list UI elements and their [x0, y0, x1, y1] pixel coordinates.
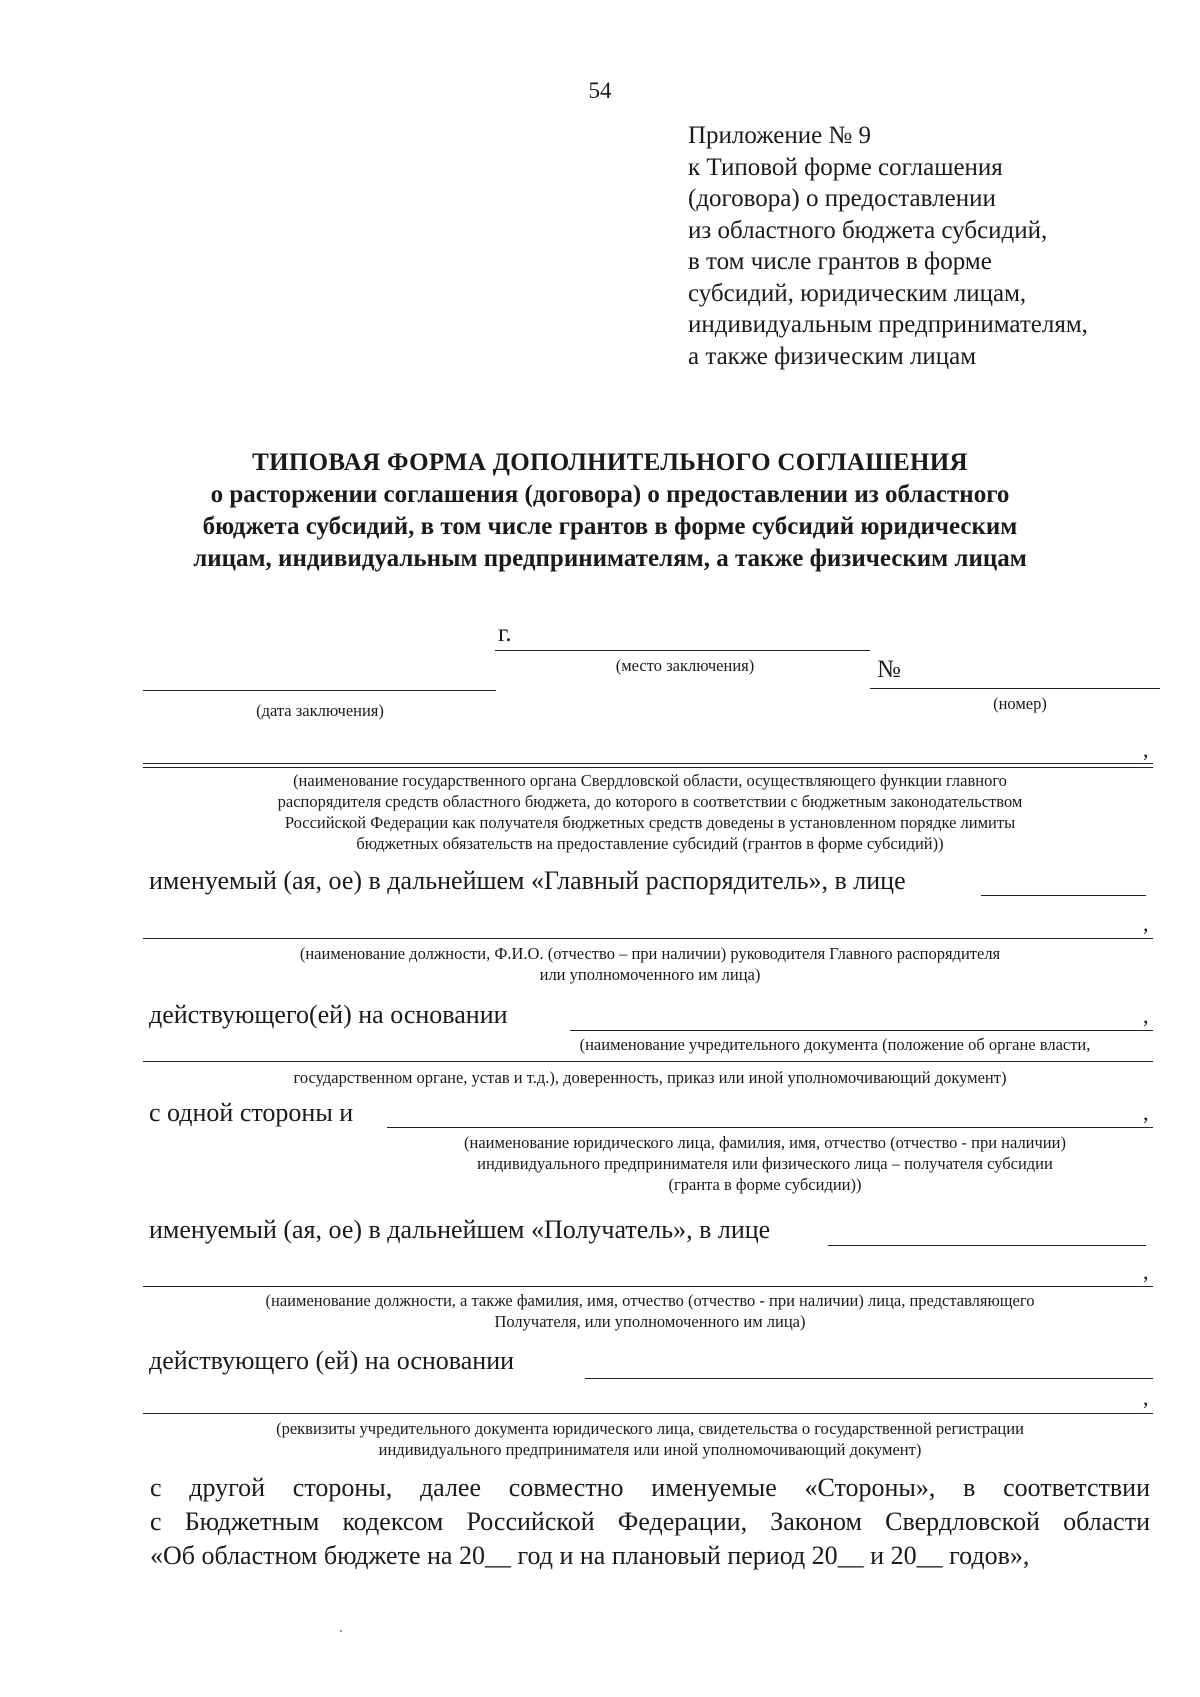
body-line: с Бюджетным кодексом Российской Федерации, Законом Свердловской области [150, 1507, 1150, 1536]
hint-line: (реквизиты учредительного документа юридического лица, свидетельства о государственной регистрации [276, 1419, 1024, 1438]
place-hint: (место заключения) [615, 656, 755, 675]
hint-line: бюджетных обязательств на предоставление субсидий (грантов в форме субсидий)) [356, 834, 944, 853]
main-distributor-basis-hint-2: государственном органе, устав и т.д.), доверенность, приказ или иной уполномочивающий документ) [293, 1068, 1007, 1087]
hint-line: Получателя, или уполномоченного им лица) [494, 1312, 806, 1331]
appendix-line: в том числе грантов в форме [688, 248, 992, 275]
hint-line: или уполномоченного им лица) [539, 965, 761, 984]
comma: , [1143, 1100, 1149, 1125]
recipient-basis-hint [150, 1418, 1150, 1460]
appendix-line: к Типовой форме соглашения [688, 153, 1003, 181]
recipient-person-field[interactable] [828, 1245, 1146, 1246]
comma: , [1143, 737, 1149, 762]
main-distributor-named-text: именуемый (ая, ое) в дальнейшем «Главный распорядитель», в лице [149, 866, 906, 895]
recipient-basis-line[interactable] [143, 1413, 1153, 1414]
number-field[interactable] [870, 688, 1160, 689]
main-distributor-hint [150, 770, 1150, 854]
recipient-basis-text: действующего (ей) на основании [149, 1346, 515, 1375]
appendix-line: из областного бюджета субсидий, [688, 216, 1048, 244]
date-hint: (дата заключения) [256, 701, 384, 720]
body-line: с другой стороны, далее совместно именуемые «Стороны», в соответствии [150, 1473, 1150, 1502]
body-line: «Об областном бюджете на 20__ год и на плановый период 20__ и 20__ годов», [150, 1541, 1030, 1570]
appendix-line: а также физическим лицам [688, 342, 977, 370]
one-side-text: с одной стороны и [149, 1098, 354, 1127]
hint-line: (гранта в форме субсидии)) [668, 1175, 862, 1194]
recipient-person-hint [150, 1290, 1150, 1332]
title-line: лицам, индивидуальным предпринимателям, а также физическим лицам [193, 545, 1027, 572]
main-distributor-person-field[interactable] [981, 895, 1146, 896]
title-line: бюджета субсидий, в том числе грантов в форме субсидий юридическим [202, 513, 1018, 540]
main-distributor-basis-hint-1: (наименование учредительного документа (положение об органе власти, [579, 1035, 1091, 1054]
page-number: 54 [588, 78, 612, 103]
hint-line: индивидуального предпринимателя или физического лица – получателя субсидии [477, 1154, 1053, 1173]
main-distributor-person-hint [150, 943, 1150, 985]
body-paragraph [150, 1471, 1150, 1573]
comma: , [1143, 911, 1149, 936]
divider-line [143, 767, 1153, 768]
recipient-name-field[interactable] [387, 1127, 1153, 1128]
hint-line: распорядителя средств областного бюджета, до которого в соответствии с бюджетным законодательством [277, 792, 1023, 811]
main-distributor-basis-line[interactable] [143, 1061, 1153, 1062]
hint-line: Российской Федерации как получателя бюджетных средств доведены в установленном порядке лимиты [284, 813, 1016, 832]
hint-line: индивидуального предпринимателя или иной уполномочивающий документ) [378, 1440, 922, 1459]
recipient-basis-field[interactable] [585, 1378, 1153, 1379]
recipient-hint [370, 1132, 1160, 1195]
title-line: о расторжении соглашения (договора) о предоставлении из областного [210, 481, 1010, 508]
recipient-named-text: именуемый (ая, ое) в дальнейшем «Получатель», в лице [149, 1215, 771, 1244]
appendix-line: индивидуальным предпринимателям, [688, 311, 1088, 338]
main-distributor-person-line[interactable] [143, 938, 1153, 939]
document-title [120, 447, 1100, 575]
appendix-line: (договора) о предоставлении [688, 185, 996, 212]
date-field[interactable] [143, 690, 496, 691]
hint-line: (наименование государственного органа Свердловской области, осуществляющего функции главного [293, 771, 1007, 790]
recipient-person-line[interactable] [143, 1286, 1153, 1287]
hint-line: (наименование должности, Ф.И.О. (отчество – при наличии) руководителя Главного распорядителя [299, 944, 1001, 963]
main-distributor-name-field[interactable] [143, 763, 1153, 764]
place-prefix: г. [498, 620, 512, 647]
comma: , [1143, 1003, 1149, 1028]
appendix-line: Приложение № 9 [688, 122, 872, 149]
place-field[interactable] [495, 650, 870, 651]
hint-line: (наименование должности, а также фамилия, имя, отчество (отчество - при наличии) лица, представляющего [265, 1291, 1035, 1310]
appendix-line: субсидий, юридическим лицам, [688, 279, 1027, 307]
main-distributor-basis-text: действующего(ей) на основании [149, 1000, 508, 1029]
appendix-reference [688, 120, 1188, 372]
hint-line: (наименование юридического лица, фамилия, имя, отчество (отчество - при наличии) [464, 1133, 1066, 1152]
title-main: ТИПОВАЯ ФОРМА ДОПОЛНИТЕЛЬНОГО СОГЛАШЕНИЯ [252, 449, 968, 476]
comma: , [1143, 1259, 1149, 1284]
number-prefix: № [877, 656, 901, 683]
scan-speck [340, 1630, 342, 1632]
main-distributor-basis-field[interactable] [570, 1030, 1153, 1031]
comma: , [1143, 1385, 1149, 1410]
number-hint: (номер) [993, 694, 1047, 713]
